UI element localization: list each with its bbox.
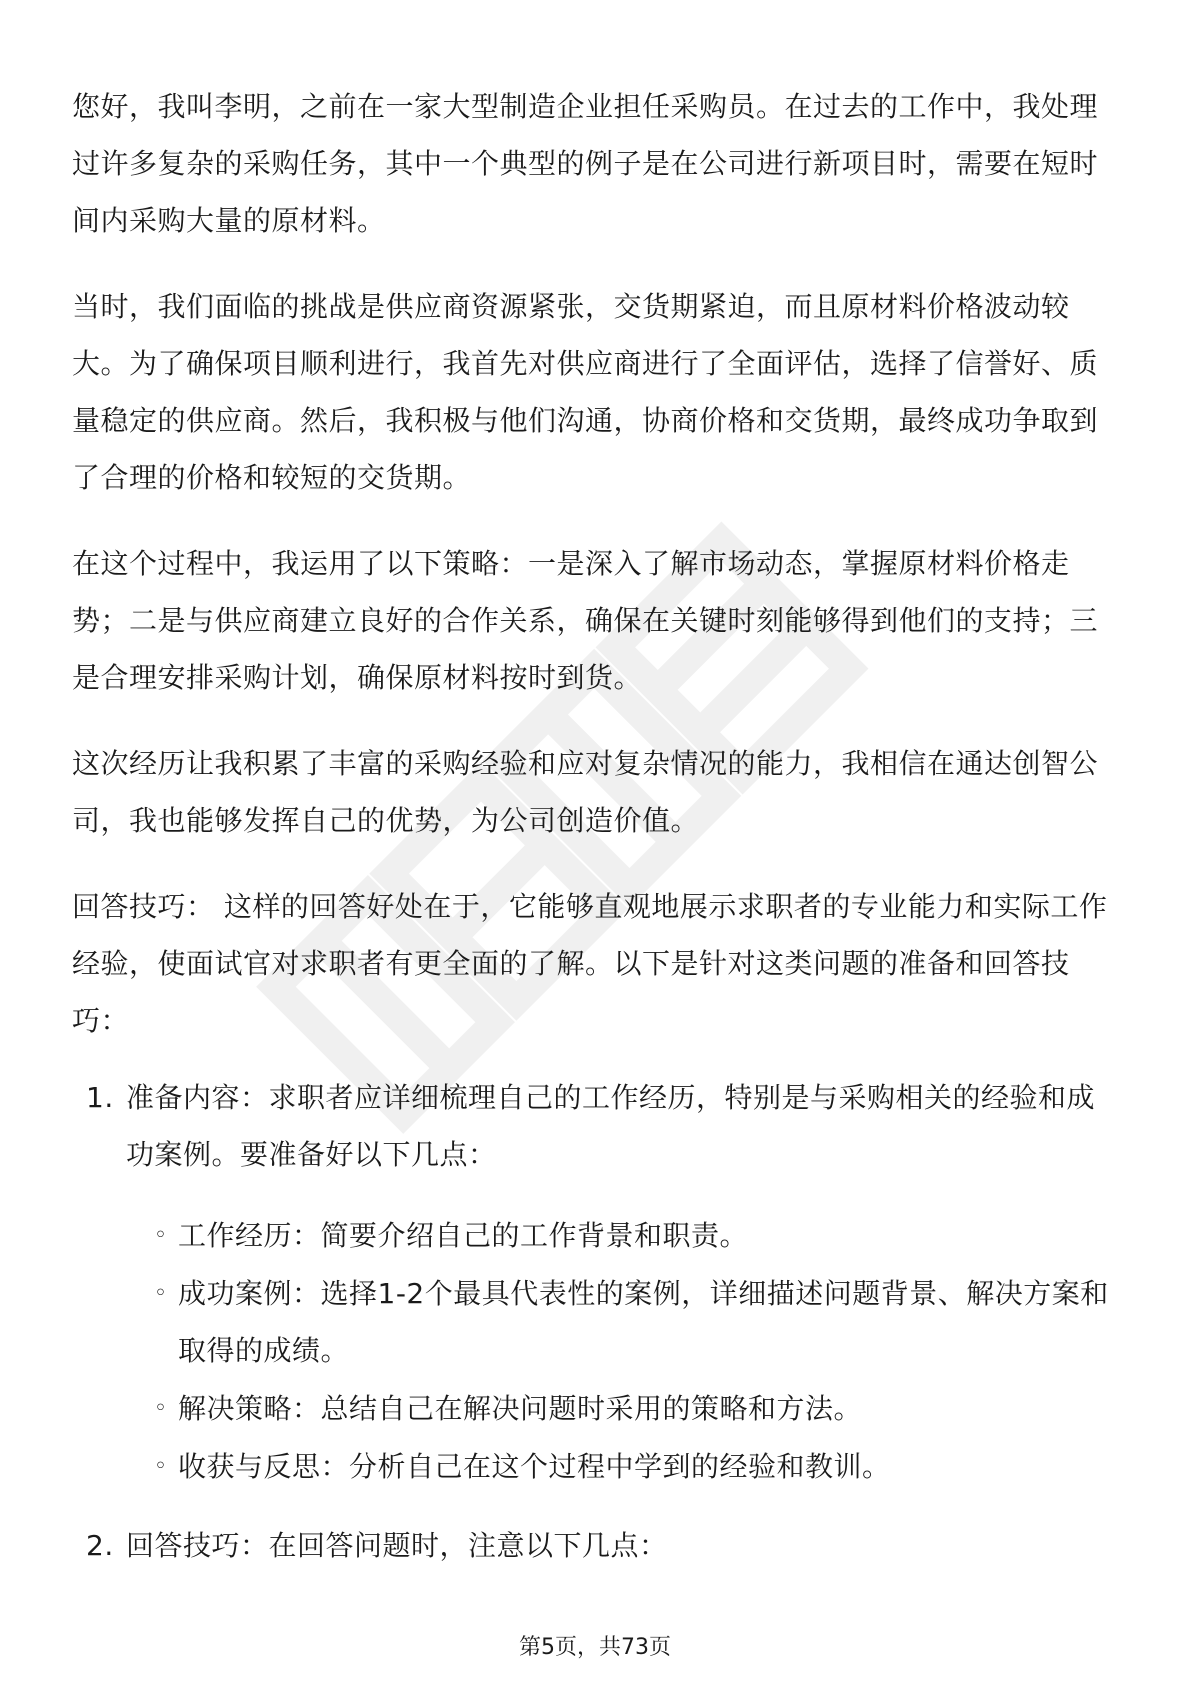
numbered-item-answer xyxy=(72,1517,1122,1574)
bullet-text: 成功案例：选择1-2个最具代表性的案例，详细描述问题背景、解决方案和取得的成绩。 xyxy=(178,1277,1109,1367)
paragraph-strategy: 在这个过程中，我运用了以下策略：一是深入了解市场动态，掌握原材料价格走势；二是与供应商建立良好的合作关系，确保在关键时刻能够得到他们的支持；三是合理安排采购计划，确保原材料按时到货。 xyxy=(72,547,1099,694)
numbered-item-text: 回答技巧：在回答问题时，注意以下几点： xyxy=(126,1529,668,1562)
main-content xyxy=(72,78,1122,1596)
numbered-item-number: 2. xyxy=(86,1529,114,1562)
bullet-circle-icon: ◦ xyxy=(154,1454,168,1479)
bullet-circle-icon: ◦ xyxy=(154,1223,168,1248)
numbered-item-prepare xyxy=(72,1069,1122,1495)
bullet-circle-icon: ◦ xyxy=(154,1281,168,1306)
numbered-list xyxy=(72,1069,1122,1574)
bullet-text: 解决策略：总结自己在解决问题时采用的策略和方法。 xyxy=(178,1392,863,1425)
list-item xyxy=(126,1380,1122,1437)
bullet-text: 收获与反思：分析自己在这个过程中学到的经验和教训。 xyxy=(178,1450,891,1483)
bullet-list xyxy=(126,1207,1122,1495)
bullet-text: 工作经历：简要介绍自己的工作背景和职责。 xyxy=(178,1219,749,1252)
bullet-circle-icon: ◦ xyxy=(154,1396,168,1421)
list-item xyxy=(126,1438,1122,1495)
paragraph-challenge: 当时，我们面临的挑战是供应商资源紧张，交货期紧迫，而且原材料价格波动较大。为了确保项目顺利进行，我首先对供应商进行了全面评估，选择了信誉好、质量稳定的供应商。然后，我积极与他们沟通，协商价格和交货期，最终成功争取到了合理的价格和较短的交货期。 xyxy=(72,290,1099,494)
list-item xyxy=(126,1265,1122,1379)
numbered-item-text: 准备内容：求职者应详细梳理自己的工作经历，特别是与采购相关的经验和成功案例。要准备好以下几点： xyxy=(126,1081,1096,1171)
paragraph-intro: 您好，我叫李明，之前在一家大型制造企业担任采购员。在过去的工作中，我处理过许多复杂的采购任务，其中一个典型的例子是在公司进行新项目时，需要在短时间内采购大量的原材料。 xyxy=(72,90,1099,237)
answer-tips-paragraph: 回答技巧： 这样的回答好处在于，它能够直观地展示求职者的专业能力和实际工作经验，使面试官对求职者有更全面的了解。以下是针对这类问题的准备和回答技巧： xyxy=(72,890,1108,1037)
list-item xyxy=(126,1207,1122,1264)
page-footer: 第5页，共73页 xyxy=(519,1635,671,1660)
paragraph-conclusion: 这次经历让我积累了丰富的采购经验和应对复杂情况的能力，我相信在通达创智公司，我也能够发挥自己的优势，为公司创造价值。 xyxy=(72,747,1099,837)
numbered-item-number: 1. xyxy=(86,1081,114,1114)
